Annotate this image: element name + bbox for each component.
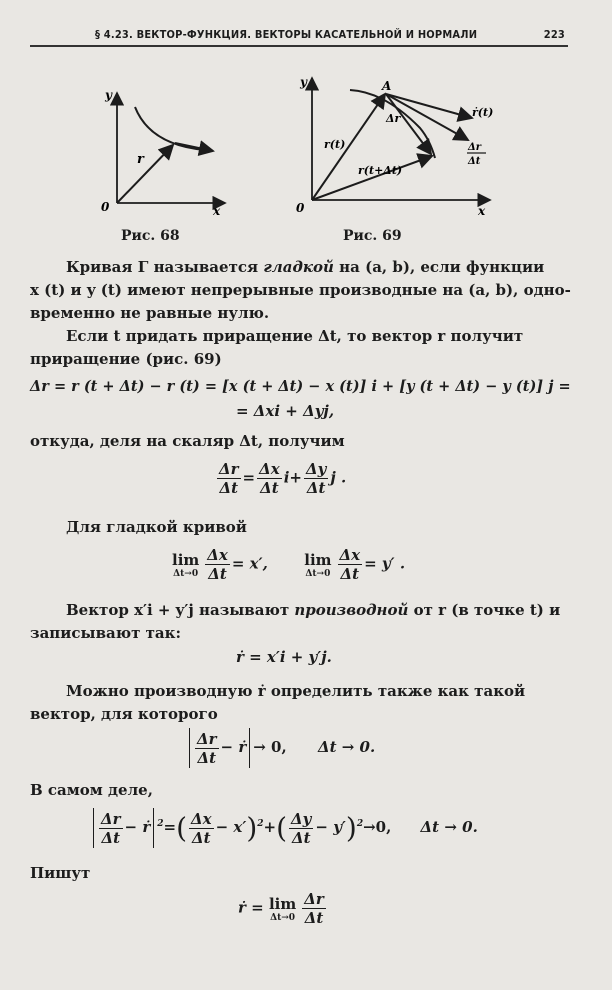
fig68-vector-label: r: [137, 152, 144, 167]
fig69-r-t-dt: [312, 156, 432, 200]
fig69-ratio-den: Δt: [468, 156, 481, 167]
paragraph-smooth-curve-2: x (t) и y (t) имеют непрерывные производные на (a, b), одно-: [30, 281, 571, 299]
header-title: § 4.23. ВЕКТОР-ФУНКЦИЯ. ВЕКТОРЫ КАСАТЕЛЬНОЙ И НОРМАЛИ: [95, 28, 478, 41]
equation-delta-r-2: = Δxi + Δyj,: [236, 402, 335, 420]
equation-rdot: ṙ = x′i + y′j.: [236, 648, 332, 666]
paragraph-derivative-def: Вектор x′i + y′j называют производной от r (в точке t) и: [66, 601, 561, 619]
paragraph-increment: Если t придать приращение Δt, то вектор r получит: [66, 327, 524, 345]
equation-norm-squared: $\frac{\Delta r}{\Delta t}$ − ṙ $^2$=( $\frac{\Delta x}{\Delta t}$ − x′)$^2$+( $\frac{\Delta y}{\Delta t}$ − y′)$^2$→0, Δt → 0.: [90, 808, 478, 848]
fig69-rtdt-label: r(t+Δt): [358, 164, 403, 177]
paragraph-derivative-def-2: записывают так:: [30, 624, 181, 642]
paragraph-smooth: Для гладкой кривой: [66, 518, 247, 536]
header-rule: [30, 45, 568, 47]
equation-limits: lim Δt→0 $\frac{\Delta x}{\Delta t}$ = x′, lim Δt→0 $\frac{\Delta x}{\Delta t}$ = y′ .: [172, 546, 406, 583]
fig69-rt-label: r(t): [324, 138, 346, 151]
fig69-y-label: y: [300, 75, 307, 89]
fig68-tangent-arrow: [175, 143, 213, 151]
fig69-caption: Рис. 69: [343, 228, 402, 244]
fig68-curve: [135, 107, 205, 150]
paragraph-increment-2: приращение (рис. 69): [30, 350, 222, 368]
fig68-caption: Рис. 68: [121, 228, 180, 244]
fig68-y-label: y: [105, 88, 112, 102]
paragraph-smooth-curve-3: временно не равные нулю.: [30, 304, 270, 322]
paragraph-alternative: Можно производную ṙ определить также как такой: [66, 682, 526, 700]
paragraph-smooth-curve: Кривая Γ называется гладкой на (a, b), если функции: [66, 258, 545, 276]
fig69-dr-label: Δr: [386, 112, 401, 125]
equation-rdot-limit: ṙ = lim Δt→0 $\frac{\Delta r}{\Delta t}$: [238, 890, 324, 927]
figure-68: [95, 85, 230, 215]
equation-ratio: $\frac{\Delta r}{\Delta t}$ = $\frac{\Delta x}{\Delta t}$ i+ $\frac{\Delta y}{\Delta t}$ j .: [219, 460, 347, 497]
equation-abs-limit: $\frac{\Delta r}{\Delta t}$ − ṙ → 0, Δt → 0.: [186, 728, 375, 768]
fig68-x-label: x: [213, 204, 221, 215]
fig68-origin: 0: [101, 200, 110, 214]
fig68-radius-vector: [117, 145, 173, 203]
fig69-rdot-label: ṙ(t): [472, 106, 494, 119]
fig69-origin: 0: [296, 201, 305, 215]
paragraph-write: Пишут: [30, 864, 91, 882]
figure-69: [290, 70, 500, 220]
paragraph-alternative-2: вектор, для которого: [30, 705, 218, 723]
fig69-ratio-num: Δr: [468, 142, 482, 153]
fig69-r-t: [312, 94, 385, 200]
equation-delta-r: Δr = r (t + Δt) − r (t) = [x (t + Δt) − x (t)] i + [y (t + Δt) − y (t)] j =: [30, 378, 571, 395]
paragraph-dividing: откуда, деля на скаляр Δt, получим: [30, 432, 345, 450]
paragraph-indeed: В самом деле,: [30, 781, 153, 799]
fig69-point-a: A: [382, 79, 392, 93]
fig69-x-label: x: [478, 204, 486, 218]
page-number: 223: [543, 28, 565, 41]
